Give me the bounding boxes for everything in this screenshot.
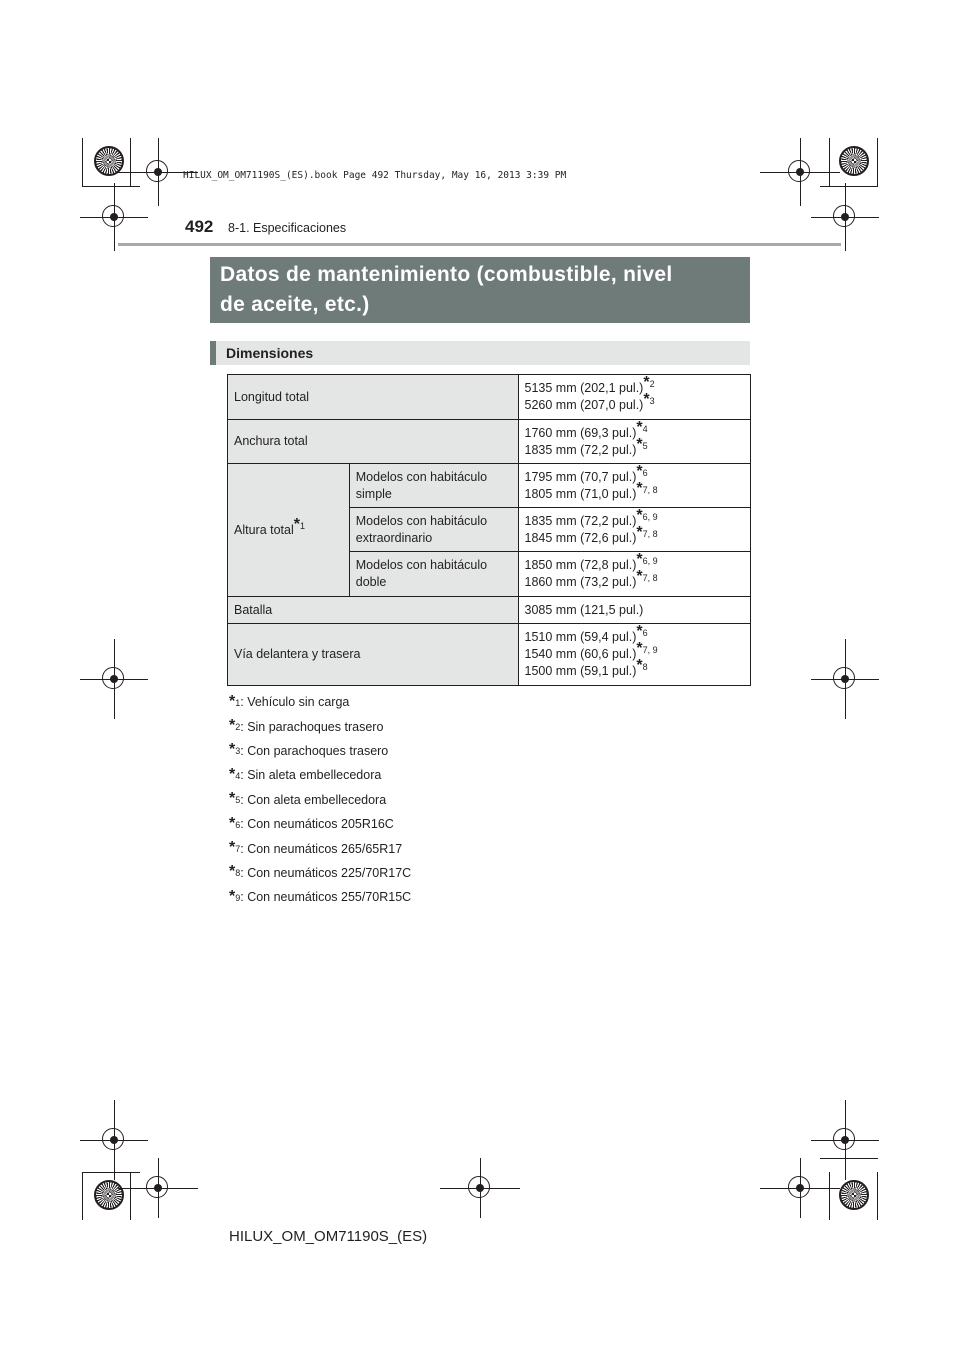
section-title: 8-1. Especificaciones xyxy=(228,221,347,235)
row-label: Anchura total xyxy=(228,420,519,464)
row-group-label: Altura total$^{*1}$ xyxy=(228,464,350,597)
row-sublabel: Modelos con habitáculo simple xyxy=(349,464,518,508)
book-info-line: HILUX_OM_OM71190S_(ES).book Page 492 Thursday, May 16, 2013 3:39 PM xyxy=(183,170,567,181)
header-rule xyxy=(118,243,841,246)
footnote: *8 : Con neumáticos 225/70R17C xyxy=(229,863,412,881)
row-value: 1510 mm (59,4 pul.)$^{*6}$ 1540 mm (60,6 pul.)$^{*7, 9}$ 1500 mm (59,1 pul.)$^{*8}$ xyxy=(518,624,750,686)
footnote: *5 : Con aleta embellecedora xyxy=(229,790,387,808)
color-wheel-icon xyxy=(839,146,869,176)
page-title-line1: Datos de mantenimiento (combustible, nivel xyxy=(220,263,673,286)
footnote: *3 : Con parachoques trasero xyxy=(229,741,389,759)
dimensions-table xyxy=(227,374,751,686)
footnote: *7 : Con neumáticos 265/65R17 xyxy=(229,839,403,857)
footnote: *9 : Con neumáticos 255/70R15C xyxy=(229,887,412,905)
table-row xyxy=(228,624,751,686)
row-value: 1760 mm (69,3 pul.)$^{*4}$ 1835 mm (72,2 pul.)$^{*5}$ xyxy=(518,420,750,464)
row-sublabel: Modelos con habitáculo extraordinario xyxy=(349,508,518,552)
footnote: *6 : Con neumáticos 205R16C xyxy=(229,814,394,832)
footnotes xyxy=(229,690,411,910)
row-value: 1835 mm (72,2 pul.)$^{*6, 9}$ 1845 mm (72,6 pul.)$^{*7, 8}$ xyxy=(518,508,750,552)
color-wheel-icon xyxy=(839,1180,869,1210)
footer-doc-code: HILUX_OM_OM71190S_(ES) xyxy=(229,1228,428,1245)
table-row xyxy=(228,464,751,508)
row-value: 1850 mm (72,8 pul.)$^{*6, 9}$ 1860 mm (73,2 pul.)$^{*7, 8}$ xyxy=(518,552,750,597)
color-wheel-icon xyxy=(94,1180,124,1210)
row-value: 1795 mm (70,7 pul.)$^{*6}$ 1805 mm (71,0 pul.)$^{*7, 8}$ xyxy=(518,464,750,508)
page-title-line2: de aceite, etc.) xyxy=(220,293,370,316)
footnote: *1 : Vehículo sin carga xyxy=(229,692,350,710)
footnote: *4 : Sin aleta embellecedora xyxy=(229,765,382,783)
page-title xyxy=(210,257,750,323)
row-label: Batalla xyxy=(228,597,519,624)
table-row xyxy=(228,375,751,420)
subsection-heading xyxy=(210,341,750,365)
table-row xyxy=(228,597,751,624)
table-row xyxy=(228,420,751,464)
row-label: Longitud total xyxy=(228,375,519,420)
page-number: 492 xyxy=(185,217,214,236)
row-value: 3085 mm (121,5 pul.) xyxy=(518,597,750,624)
subsection-title: Dimensiones xyxy=(226,345,314,361)
row-sublabel: Modelos con habitáculo doble xyxy=(349,552,518,597)
row-value: 5135 mm (202,1 pul.)$^{*2}$ 5260 mm (207,0 pul.)$^{*3}$ xyxy=(518,375,750,420)
footnote: *2 : Sin parachoques trasero xyxy=(229,717,384,735)
row-label: Vía delantera y trasera xyxy=(228,624,519,686)
